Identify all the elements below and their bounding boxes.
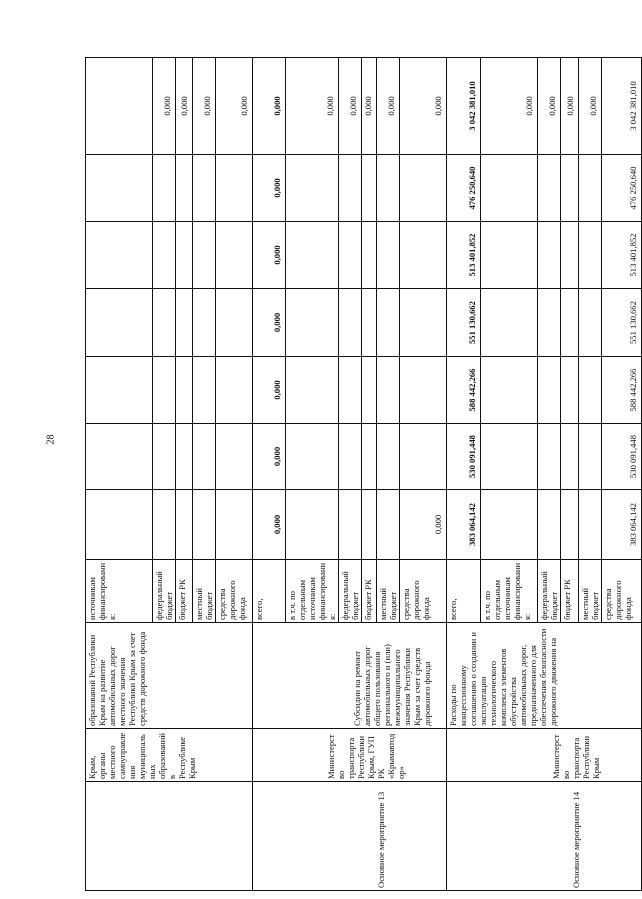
cell-value: 476 250,640 [447,155,481,222]
cell-value: 383 064,142 [447,490,481,560]
cell-value [561,155,579,222]
cell-value [377,289,400,357]
cell-value: 476 250,640 [602,155,642,222]
cell-source: средства дорожного фонда [216,560,253,623]
cell-value: 0,000 [253,289,286,357]
cell-value [86,490,153,560]
cell-value [193,289,216,357]
cell-value [153,490,176,560]
cell-value [538,222,561,289]
cell-value: 551 130,662 [602,289,642,357]
cell-source: средства дорожного фонда [602,560,642,623]
cell-value: 0,000 [286,58,339,155]
cell-value: 0,000 [253,490,286,560]
cell-event [86,782,253,891]
cell-value [216,357,253,424]
cell-value: 0,000 [538,58,561,155]
cell-value [216,424,253,490]
cell-event: Основное мероприятие 14 [447,782,642,891]
cell-source: бюджет РК [362,560,377,623]
cell-value: 0,000 [253,424,286,490]
cell-value [86,58,153,155]
cell-value [561,357,579,424]
cell-executor: Министерство транспорта Республики Крым, ГУП РК «Крымавтодор» [253,729,447,782]
cell-value [176,490,193,560]
cell-value [286,155,339,222]
cell-source: местный бюджет [377,560,400,623]
cell-value: 3 042 381,010 [447,58,481,155]
cell-value: 383 064,142 [602,490,642,560]
cell-name: Субсидии на ремонт автомобильных дорог общего пользования регионального и (или) межмуниципального значения Республики Крым за счет средств дорожного фонда [253,623,447,729]
cell-executor: Крым, органы местного самоуправления муниципальных образований в Республике Крым [86,729,253,782]
page-number: 28 [45,434,57,445]
cell-value [481,490,538,560]
cell-value: 0,000 [400,58,447,155]
cell-value [481,222,538,289]
cell-value [362,357,377,424]
table-body [86,58,642,891]
table-row [86,58,153,891]
table-row [447,58,481,891]
cell-value [538,289,561,357]
cell-source: федеральный бюджет [538,560,561,623]
cell-value [538,490,561,560]
cell-value [86,222,153,289]
cell-value [86,357,153,424]
cell-source: местный бюджет [193,560,216,623]
cell-value [561,424,579,490]
cell-value [193,222,216,289]
cell-source: местный бюджет [579,560,602,623]
rotated-table-container [85,58,638,891]
cell-source: всего, [253,560,286,623]
cell-value [176,289,193,357]
cell-value: 0,000 [579,58,602,155]
cell-event: Основное мероприятие 13 [253,782,447,891]
cell-value [400,424,447,490]
cell-value [216,155,253,222]
cell-value [153,155,176,222]
cell-value [362,222,377,289]
cell-value: 513 401,852 [602,222,642,289]
cell-value: 3 042 381,010 [602,58,642,155]
cell-value [481,424,538,490]
cell-value [286,424,339,490]
cell-value: 0,000 [253,357,286,424]
cell-value [193,490,216,560]
cell-value [193,155,216,222]
cell-value [339,155,362,222]
cell-value [538,357,561,424]
cell-value [400,155,447,222]
cell-value [339,490,362,560]
cell-name: Расходы по концессионному соглашению о создании и эксплуатации технологического комплекса элементов обустройства автомобильных дорог, предназначенного для обеспечения безопасности дорожного движения на [447,623,642,729]
cell-value: 0,000 [377,58,400,155]
rotated-table-frame [85,58,638,891]
cell-value [579,357,602,424]
table-row [253,58,286,891]
cell-value [481,357,538,424]
cell-value [579,289,602,357]
cell-value: 0,000 [253,222,286,289]
cell-value: 0,000 [481,58,538,155]
cell-value [561,490,579,560]
cell-value [193,424,216,490]
cell-value [538,424,561,490]
cell-value [561,222,579,289]
cell-value: 588 442,266 [447,357,481,424]
cell-value: 530 091,448 [602,424,642,490]
cell-value [377,357,400,424]
cell-value [153,222,176,289]
cell-value [339,424,362,490]
cell-value: 513 401,852 [447,222,481,289]
cell-value [216,289,253,357]
cell-value [153,289,176,357]
cell-value: 0,000 [193,58,216,155]
cell-source: в т.ч. по отдельным источникам финансирования: [481,560,538,623]
cell-executor: Министерство транспорта Республики Крым [447,729,642,782]
cell-value: 0,000 [253,155,286,222]
cell-value: 0,000 [216,58,253,155]
cell-value: 588 442,266 [602,357,642,424]
cell-value [153,357,176,424]
cell-value [377,424,400,490]
cell-value: 0,000 [362,58,377,155]
cell-value [579,424,602,490]
cell-value [362,490,377,560]
cell-value [193,357,216,424]
cell-value [377,490,400,560]
cell-value [400,357,447,424]
cell-value [362,424,377,490]
cell-value [153,424,176,490]
cell-value: 0,000 [400,490,447,560]
cell-source: бюджет РК [176,560,193,623]
cell-value: 0,000 [176,58,193,155]
cell-value [86,155,153,222]
cell-value [561,289,579,357]
cell-value [286,289,339,357]
cell-value [579,155,602,222]
cell-value [176,155,193,222]
cell-source: источникам финансирования: [86,560,153,623]
cell-value [362,289,377,357]
cell-value [339,357,362,424]
cell-source: федеральный бюджет [339,560,362,623]
cell-source: средства дорожного фонда [400,560,447,623]
cell-value [176,424,193,490]
cell-value [176,222,193,289]
cell-value [176,357,193,424]
cell-value [286,357,339,424]
cell-value [538,155,561,222]
cell-source: в т.ч. по отдельным источникам финансирования: [286,560,339,623]
cell-value [579,490,602,560]
cell-source: федеральный бюджет [153,560,176,623]
cell-value: 0,000 [561,58,579,155]
cell-value [339,289,362,357]
cell-value [339,222,362,289]
cell-value [86,289,153,357]
cell-value [216,490,253,560]
cell-source: бюджет РК [561,560,579,623]
cell-value [216,222,253,289]
cell-value: 0,000 [339,58,362,155]
cell-value [362,155,377,222]
cell-value: 0,000 [153,58,176,155]
cell-value [286,222,339,289]
cell-value [86,424,153,490]
cell-value [481,289,538,357]
cell-value [400,222,447,289]
cell-value [481,155,538,222]
cell-value: 530 091,448 [447,424,481,490]
cell-name: образований Республики Крым на развитие автомобильных дорог местного значения Республики Крым за счет средств дорожного фонда [86,623,253,729]
cell-value [286,490,339,560]
cell-value [377,222,400,289]
cell-value [400,289,447,357]
cell-value [579,222,602,289]
cell-value: 0,000 [253,58,286,155]
funding-table [85,57,642,891]
cell-value [377,155,400,222]
cell-value: 551 130,662 [447,289,481,357]
cell-source: всего, [447,560,481,623]
